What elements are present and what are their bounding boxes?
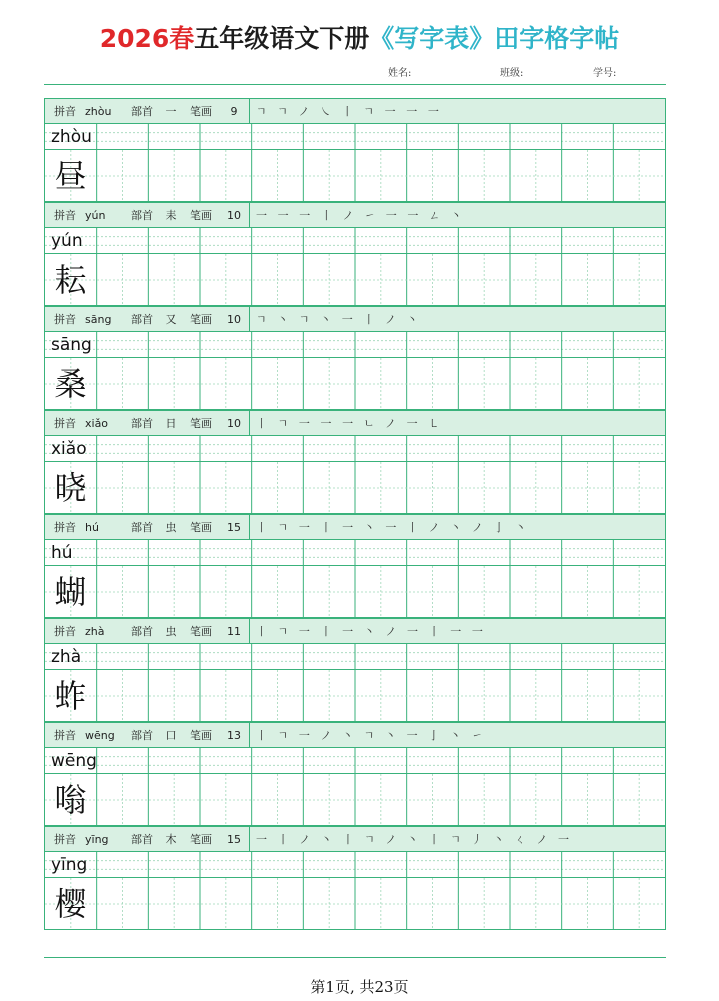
- hanzi-sample: 晓: [54, 469, 87, 507]
- page-number: 第1页, 共23页: [310, 978, 409, 996]
- hanzi-practice-row: [45, 774, 665, 826]
- stroke-count: 10: [227, 416, 241, 430]
- stroke-order: ㄱ ㄱ ノ ㇏ 丨 ㄱ 一 一 一: [249, 99, 665, 123]
- pinyin-label: 拼音: [54, 729, 76, 742]
- stroke-count: 10: [227, 312, 241, 326]
- character-block: [45, 410, 665, 514]
- character-block: [45, 98, 665, 202]
- character-block: [45, 618, 665, 722]
- pinyin-grid: [45, 644, 665, 670]
- pinyin-value: zhà: [85, 624, 105, 638]
- stroke-order: 一 一 一 丨 ノ ㇀ 一 一 ㄥ 丶: [249, 203, 665, 227]
- character-block: [45, 722, 665, 826]
- strokes-label: 笔画: [190, 521, 212, 534]
- stroke-order: ㄱ 丶 ㄱ 丶 一 丨 ノ 丶: [249, 307, 665, 331]
- radical-label: 部首: [131, 209, 153, 222]
- character-block: [45, 202, 665, 306]
- pinyin-grid: [45, 228, 665, 254]
- hanzi-sample: 桑: [54, 365, 87, 403]
- pinyin-label: 拼音: [54, 105, 76, 118]
- radical-value: 日: [165, 417, 177, 430]
- stroke-order: 一 丨 ノ 丶 丨 ㄱ ノ 丶 丨 ㄱ 丿 丶 ㄑ ノ 一: [249, 827, 665, 851]
- info-row: [45, 826, 665, 852]
- pinyin-label: 拼音: [54, 417, 76, 430]
- radical-label: 部首: [131, 521, 153, 534]
- stroke-count: 10: [227, 208, 241, 222]
- stroke-order: 丨 ㄱ 一 丨 一 丶 一 丨 ノ 丶 ノ 亅 丶: [249, 515, 665, 539]
- pinyin-value: sāng: [85, 312, 112, 326]
- pinyin-grid: [45, 332, 665, 358]
- radical-value: 虫: [165, 521, 177, 534]
- strokes-label: 笔画: [190, 833, 212, 846]
- info-row: [45, 722, 665, 748]
- name-field-label: 姓名:: [388, 68, 412, 79]
- info-row: [45, 410, 665, 436]
- radical-label: 部首: [131, 833, 153, 846]
- title-year: 2026春: [99, 24, 195, 53]
- hanzi-sample: 嗡: [54, 781, 87, 819]
- hanzi-sample: 昼: [54, 157, 87, 195]
- pinyin-label: 拼音: [54, 313, 76, 326]
- stroke-order: 丨 ㄱ 一 丨 一 丶 ノ 一 丨 一 一: [249, 619, 665, 643]
- pinyin-practice-row: [45, 852, 665, 878]
- info-row: [45, 618, 665, 644]
- info-row: [45, 202, 665, 228]
- pinyin-practice-row: [45, 436, 665, 462]
- pinyin-sample: wēng: [51, 751, 97, 771]
- hanzi-sample: 耘: [54, 261, 87, 299]
- hanzi-sample: 蝴: [54, 573, 87, 611]
- header-divider: [44, 84, 666, 85]
- pinyin-grid: [45, 436, 665, 462]
- hanzi-practice-row: [45, 254, 665, 306]
- stroke-count: 15: [227, 520, 241, 534]
- hanzi-sample: 蚱: [54, 677, 87, 715]
- pinyin-label: 拼音: [54, 209, 76, 222]
- pinyin-practice-row: [45, 332, 665, 358]
- pinyin-practice-row: [45, 228, 665, 254]
- pinyin-practice-row: [45, 748, 665, 774]
- stroke-count: 11: [227, 624, 241, 638]
- hanzi-practice-row: [45, 358, 665, 410]
- pinyin-grid: [45, 852, 665, 878]
- page-title: [0, 22, 719, 56]
- info-row: [45, 98, 665, 124]
- hanzi-practice-row: [45, 462, 665, 514]
- strokes-label: 笔画: [190, 729, 212, 742]
- strokes-label: 笔画: [190, 105, 212, 118]
- number-field-label: 学号:: [593, 68, 617, 79]
- strokes-label: 笔画: [190, 417, 212, 430]
- pinyin-practice-row: [45, 644, 665, 670]
- hanzi-practice-row: [45, 878, 665, 930]
- tian-grid: [45, 878, 665, 930]
- pinyin-practice-row: [45, 124, 665, 150]
- radical-label: 部首: [131, 729, 153, 742]
- pinyin-sample: zhà: [51, 647, 82, 667]
- stroke-count: 15: [227, 832, 241, 846]
- pinyin-label: 拼音: [54, 833, 76, 846]
- pinyin-grid: [45, 540, 665, 566]
- tian-grid: [45, 462, 665, 514]
- radical-value: 木: [165, 833, 177, 846]
- radical-value: 又: [165, 313, 177, 326]
- pinyin-grid: [45, 748, 665, 774]
- pinyin-value: yīng: [85, 832, 109, 846]
- pinyin-value: yún: [85, 208, 106, 222]
- character-block: [45, 826, 665, 930]
- stroke-count: 13: [227, 728, 241, 742]
- pinyin-value: hú: [85, 520, 99, 534]
- tian-grid: [45, 358, 665, 410]
- pinyin-sample: sāng: [51, 335, 92, 355]
- stroke-count: 9: [230, 104, 238, 118]
- info-row: [45, 306, 665, 332]
- tian-grid: [45, 254, 665, 306]
- hanzi-practice-row: [45, 150, 665, 202]
- hanzi-practice-row: [45, 566, 665, 618]
- pinyin-sample: hú: [51, 543, 73, 563]
- pinyin-value: zhòu: [85, 104, 112, 118]
- info-row: [45, 514, 665, 540]
- character-block: [45, 514, 665, 618]
- pinyin-grid: [45, 124, 665, 150]
- title-grade: 五年级语文下册: [194, 24, 370, 53]
- strokes-label: 笔画: [190, 625, 212, 638]
- hanzi-practice-row: [45, 670, 665, 722]
- pinyin-label: 拼音: [54, 521, 76, 534]
- practice-sheet: [44, 98, 666, 930]
- radical-value: 虫: [165, 625, 177, 638]
- pinyin-sample: zhòu: [51, 127, 92, 147]
- footer-divider: [44, 957, 666, 958]
- pinyin-sample: yún: [51, 231, 83, 251]
- radical-label: 部首: [131, 313, 153, 326]
- pinyin-value: wēng: [85, 728, 115, 742]
- tian-grid: [45, 670, 665, 722]
- character-block: [45, 306, 665, 410]
- strokes-label: 笔画: [190, 313, 212, 326]
- pinyin-value: xiǎo: [85, 416, 109, 430]
- stroke-order: 丨 ㄱ 一 一 一 ㄴ ノ 一 ㇄: [249, 411, 665, 435]
- hanzi-sample: 樱: [54, 885, 87, 923]
- radical-value: 一: [165, 105, 177, 118]
- radical-label: 部首: [131, 625, 153, 638]
- class-field-label: 班级:: [500, 68, 524, 79]
- pinyin-practice-row: [45, 540, 665, 566]
- title-subject: 《写字表》田字格字帖: [369, 24, 620, 53]
- pinyin-label: 拼音: [54, 625, 76, 638]
- tian-grid: [45, 566, 665, 618]
- stroke-order: 丨 ㄱ 一 ノ 丶 ㄱ 丶 一 亅 丶 ㇀: [249, 723, 665, 747]
- tian-grid: [45, 150, 665, 202]
- radical-label: 部首: [131, 105, 153, 118]
- tian-grid: [45, 774, 665, 826]
- radical-value: 耒: [165, 209, 177, 222]
- pinyin-sample: xiǎo: [51, 439, 87, 459]
- pinyin-sample: yīng: [51, 855, 88, 875]
- radical-label: 部首: [131, 417, 153, 430]
- strokes-label: 笔画: [190, 209, 212, 222]
- radical-value: 口: [165, 729, 177, 742]
